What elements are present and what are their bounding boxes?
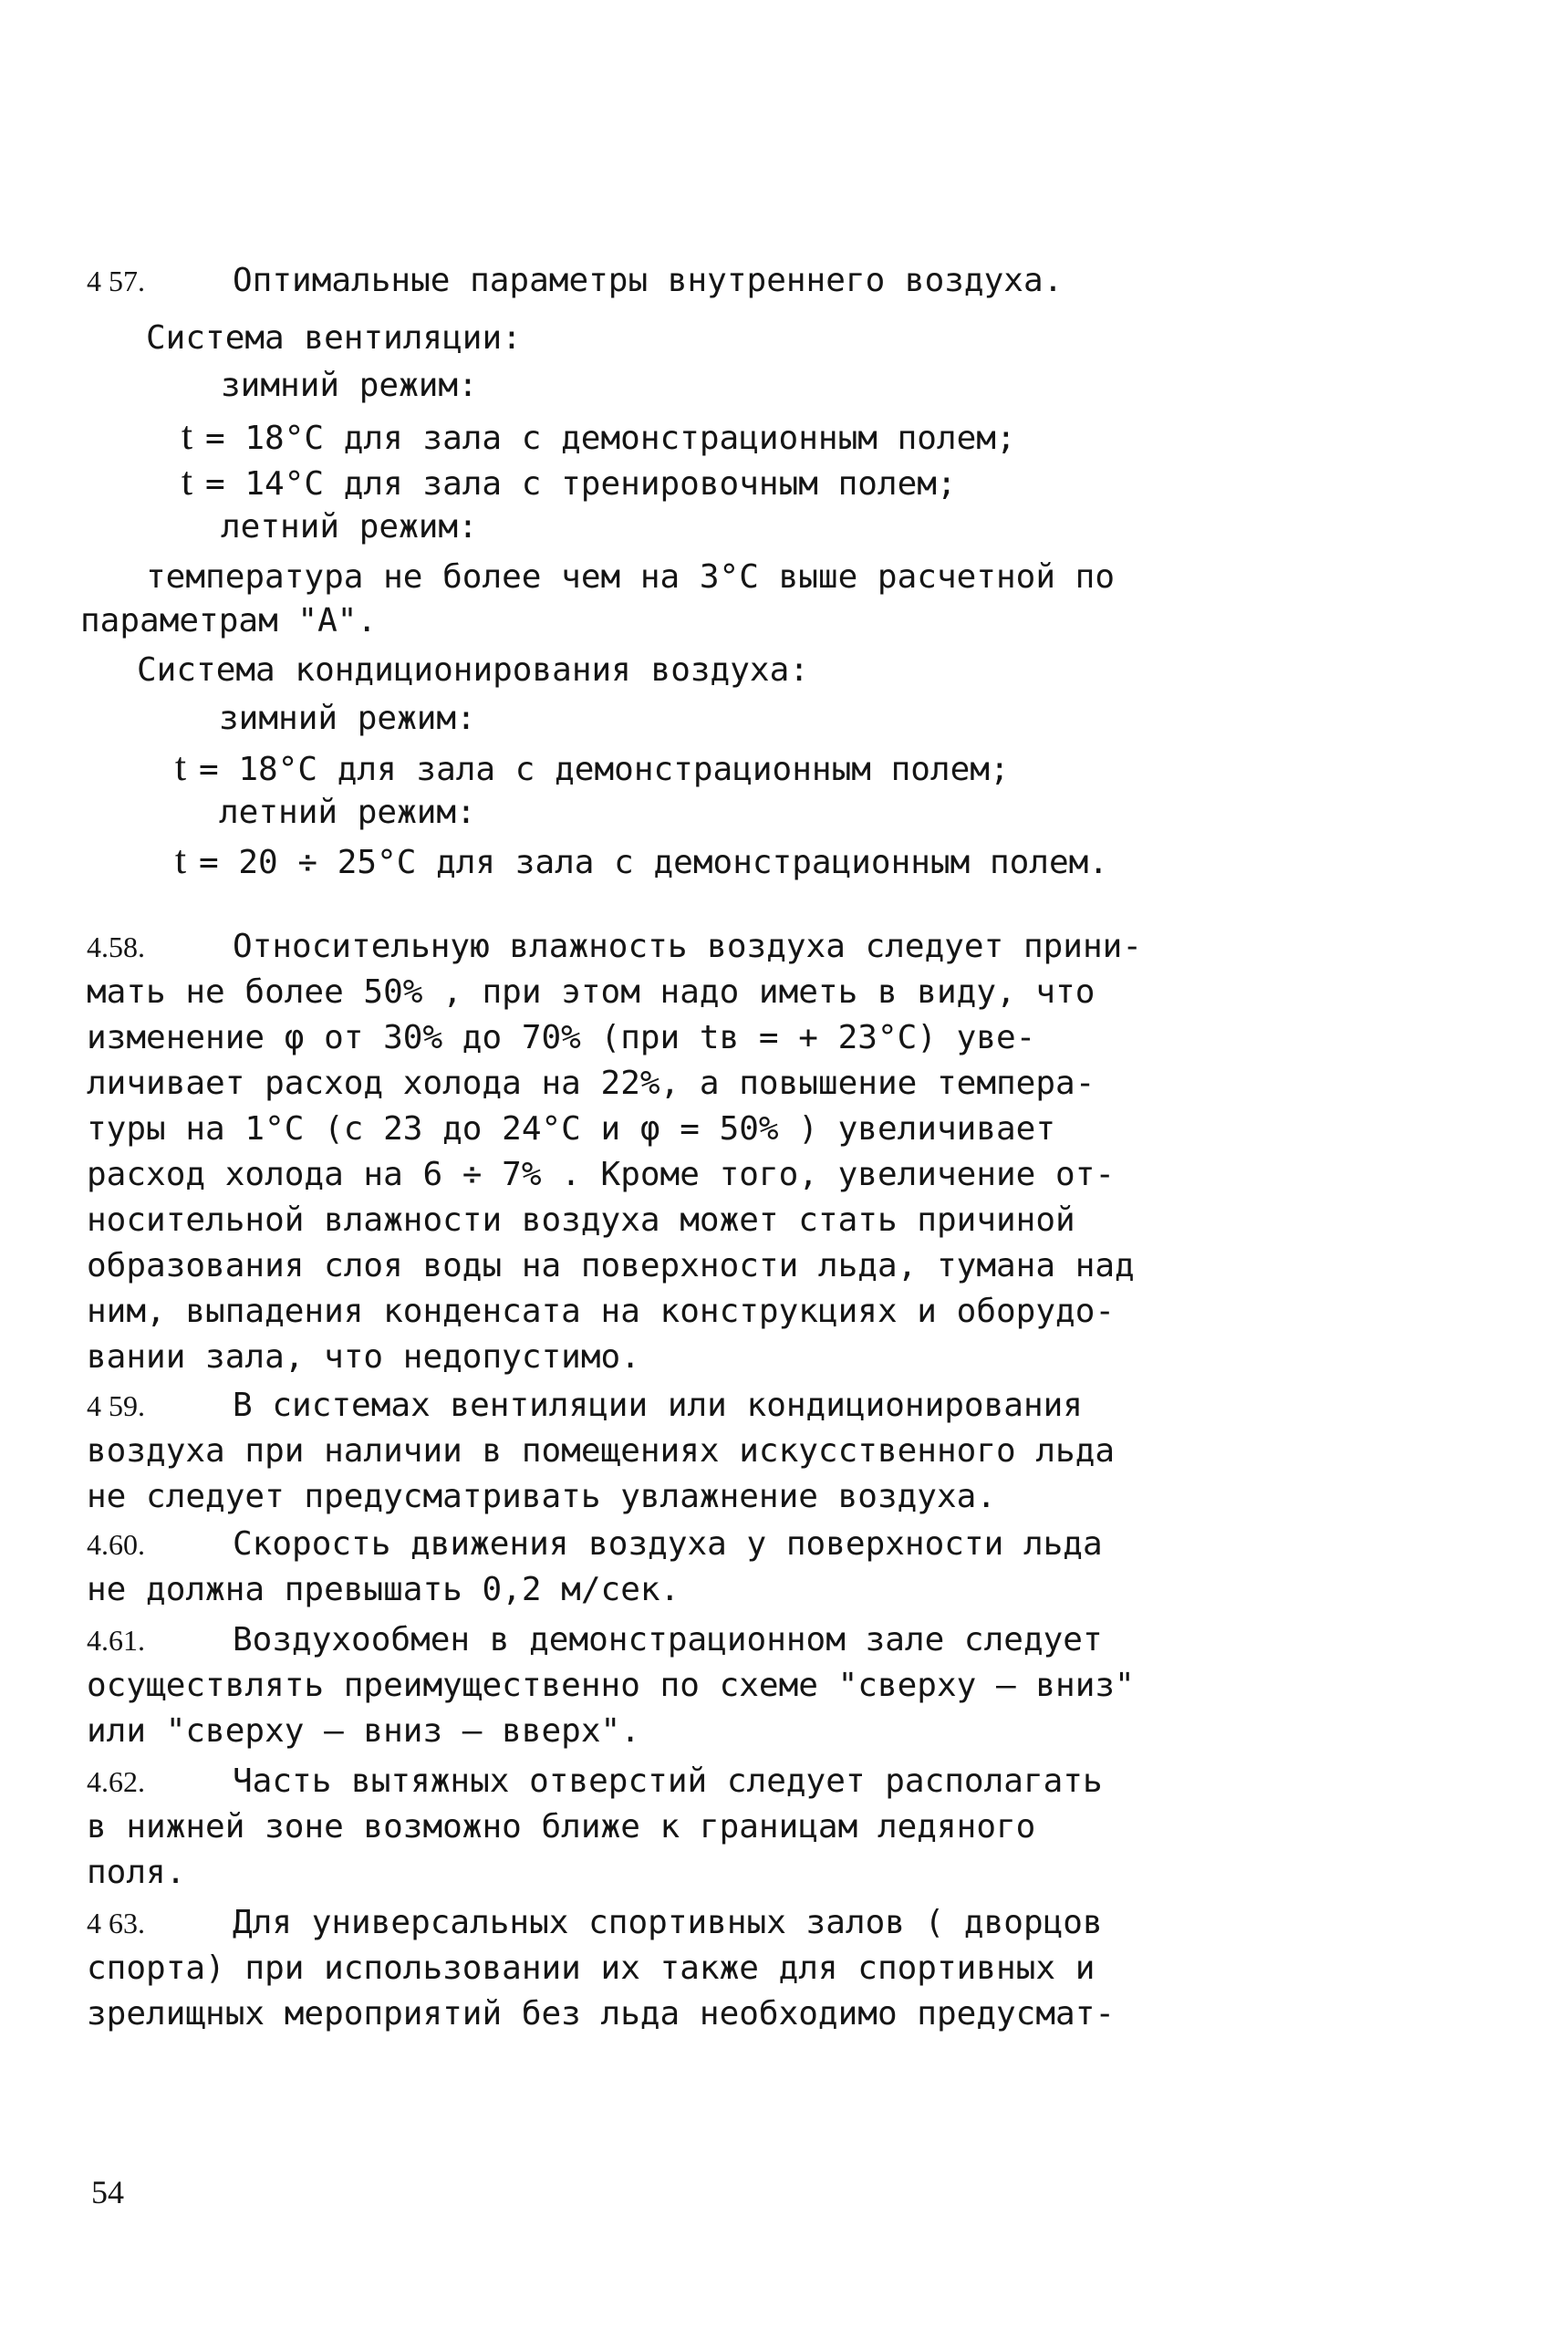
winter-line-2: t = 14°С для зала с тренировочным полем; bbox=[169, 461, 957, 505]
winter-mode-heading: зимний режим: bbox=[221, 367, 478, 404]
section-4-57-heading bbox=[87, 260, 1063, 302]
section-4-58-line-8: образования слоя воды на поверхности льда, тумана над bbox=[87, 1247, 1135, 1284]
section-4-58-line-9: ним, выпадения конденсата на конструкциях и оборудо- bbox=[87, 1293, 1116, 1330]
winter-line-1: t = 18°С для зала с демонстрационным полем; bbox=[169, 415, 1016, 460]
summer-text-1: температура не более чем на 3°С выше расчетной по bbox=[146, 558, 1116, 596]
t-symbol: t bbox=[174, 837, 187, 882]
section-4-58-line-2: мать не более 50% , при этом надо иметь в виду, что bbox=[87, 973, 1096, 1011]
section-4-61-line-3: или "сверху – вниз – вверх". bbox=[87, 1712, 640, 1750]
section-4-58-line-5: туры на 1°С (с 23 до 24°С и φ = 50% ) увеличивает bbox=[87, 1110, 1056, 1148]
section-4-63-line-1: 4 63. Для универсальных спортивных залов ( дворцов bbox=[87, 1902, 1103, 1944]
section-4-58-line-7: носительной влажности воздуха может стать причиной bbox=[87, 1201, 1075, 1239]
section-4-62-line-2: в нижней зоне возможно ближе к границам ледяного bbox=[87, 1808, 1036, 1846]
section-4-59-line-1: 4 59. В системах вентиляции или кондиционирования bbox=[87, 1385, 1083, 1427]
ac-heading: Система кондиционирования воздуха: bbox=[137, 651, 809, 689]
t-symbol: t bbox=[181, 413, 193, 458]
section-4-63-line-3: зрелищных мероприятий без льда необходимо предусмат- bbox=[87, 1995, 1116, 2033]
section-number: 4 59. bbox=[87, 1389, 145, 1422]
section-4-58-line-4: личивает расход холода на 22%, а повышение темпера- bbox=[87, 1065, 1096, 1102]
section-title: Оптимальные параметры внутреннего воздуха. bbox=[233, 262, 1064, 299]
section-4-60-line-1: 4.60. Скорость движения воздуха у поверхности льда bbox=[87, 1523, 1103, 1565]
section-4-61-line-2: осуществлять преимущественно по схеме "сверху – вниз" bbox=[87, 1667, 1135, 1704]
section-number: 4 57. bbox=[87, 265, 145, 297]
section-4-58-line-1: 4.58. Относительную влажность воздуха следует прини- bbox=[87, 926, 1142, 968]
section-number: 4.58. bbox=[87, 931, 145, 963]
section-4-58-line-3: изменение φ от 30% до 70% (при tв = + 23°С) уве- bbox=[87, 1019, 1036, 1056]
ac-winter-heading: зимний режим: bbox=[219, 700, 476, 737]
section-4-63-line-2: спорта) при использовании их также для спортивных и bbox=[87, 1949, 1096, 1987]
t-symbol: t bbox=[181, 459, 193, 504]
ventilation-heading: Система вентиляции: bbox=[146, 319, 522, 357]
section-4-61-line-1: 4.61. Воздухообмен в демонстрационном зале следует bbox=[87, 1619, 1103, 1661]
section-number: 4.61. bbox=[87, 1624, 145, 1657]
t-symbol: t bbox=[174, 744, 187, 789]
ac-summer-heading: летний режим: bbox=[219, 794, 476, 831]
section-4-60-line-2: не должна превышать 0,2 м/сек. bbox=[87, 1571, 680, 1608]
section-4-58-line-6: расход холода на 6 ÷ 7% . Кроме того, увеличение от- bbox=[87, 1156, 1116, 1193]
ac-winter-line: t = 18°С для зала с демонстрационным полем; bbox=[162, 746, 1010, 791]
section-4-58-line-10: вании зала, что недопустимо. bbox=[87, 1338, 640, 1376]
page-number: 54 bbox=[91, 2174, 124, 2210]
section-4-59-line-3: не следует предусматривать увлажнение воздуха. bbox=[87, 1478, 996, 1515]
section-number: 4 63. bbox=[87, 1907, 145, 1939]
section-4-59-line-2: воздуха при наличии в помещениях искусственного льда bbox=[87, 1432, 1116, 1470]
section-number: 4.62. bbox=[87, 1765, 145, 1798]
ac-summer-line: t = 20 ÷ 25°С для зала с демонстрационным полем. bbox=[162, 839, 1108, 884]
section-4-62-line-3: поля. bbox=[87, 1854, 186, 1891]
section-number: 4.60. bbox=[87, 1528, 145, 1561]
summer-mode-heading: летний режим: bbox=[221, 508, 478, 546]
section-4-62-line-1: 4.62. Часть вытяжных отверстий следует располагать bbox=[87, 1761, 1103, 1803]
summer-text-2: параметрам "А". bbox=[80, 602, 378, 639]
